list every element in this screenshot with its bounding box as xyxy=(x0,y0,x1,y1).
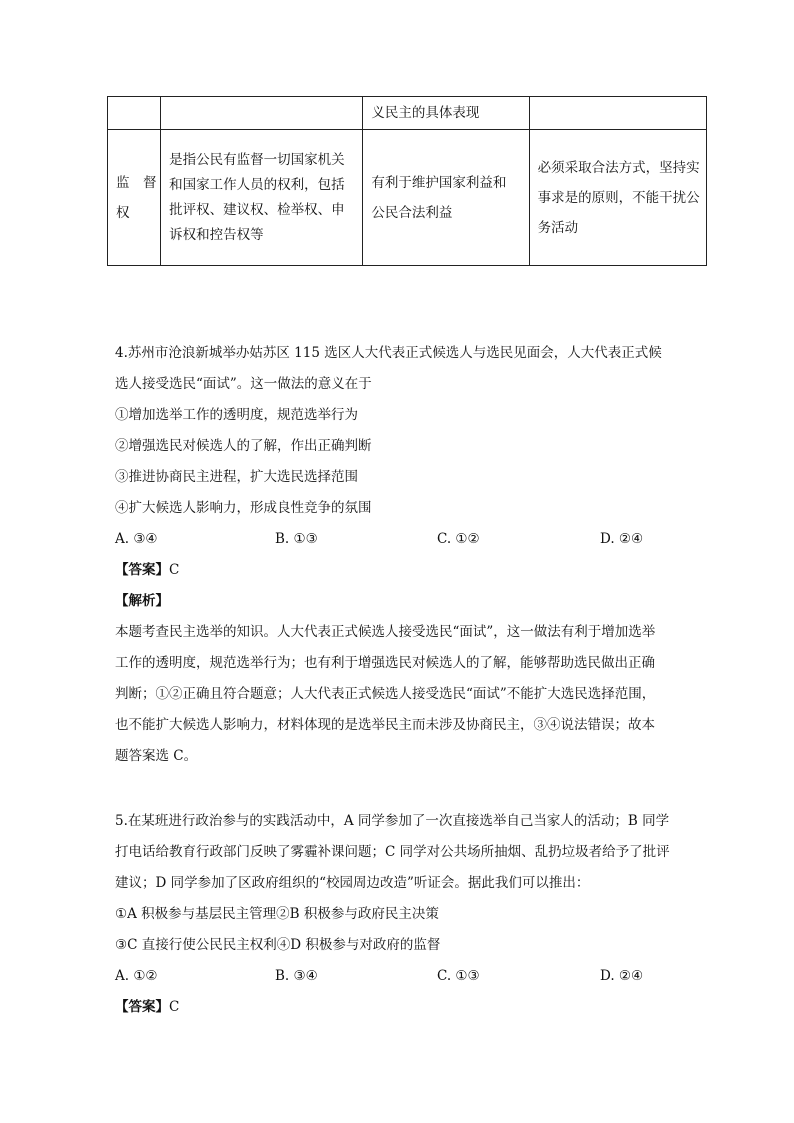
answer-options xyxy=(115,524,705,555)
analysis-text: 判断；①②正确且符合题意；人大代表正式候选人接受选民“面试”不能扩大选民选择范围， xyxy=(115,686,656,702)
option-d: D. ②④ xyxy=(600,968,644,984)
significance-cell: 有利于维护国家利益和 公民合法利益 xyxy=(363,130,529,266)
question-stem: 5.在某班进行政治参与的实践活动中，A 同学参加了一次直接选举自己当家人的活动；B 同学 xyxy=(115,813,670,829)
analysis-label: 【解析】 xyxy=(115,593,169,609)
question-stem: 打电话给教育行政部门反映了雾霾补课问题；C 同学对公共场所抽烟、乱扔垃圾者给予了批评 xyxy=(115,844,670,860)
statement-item: ③推进协商民主进程，扩大选民选择范围 xyxy=(115,469,358,485)
answer-line xyxy=(115,992,705,1023)
statement-item: ④扩大候选人影响力，形成良性竞争的氛围 xyxy=(115,500,372,516)
analysis-text: 工作的透明度，规范选举行为；也有利于增强选民对候选人的了解，能够帮助选民做出正确 xyxy=(115,655,655,671)
statement-item: ①增加选举工作的透明度，规范选举行为 xyxy=(115,407,358,423)
table-row xyxy=(108,97,707,130)
requirement-cell: 必须采取合法方式，坚持实 事求是的原则，不能干扰公 务活动 xyxy=(529,130,706,266)
option-c: C. ①② xyxy=(437,531,480,547)
option-b: B. ①③ xyxy=(275,531,318,547)
option-c: C. ①③ xyxy=(437,968,480,984)
question-4 xyxy=(115,338,705,772)
table-cell xyxy=(108,97,161,130)
question-stem: 建议；D 同学参加了区政府组织的“校园周边改造”听证会。据此我们可以推出： xyxy=(115,875,590,891)
analysis-text: 题答案选 C。 xyxy=(115,748,198,764)
option-b: B. ③④ xyxy=(275,968,318,984)
statement-item: ①A 积极参与基层民主管理②B 积极参与政府民主决策 xyxy=(115,906,439,922)
rights-table xyxy=(107,96,707,266)
analysis-text: 也不能扩大候选人影响力，材料体现的是选举民主而未涉及协商民主，③④说法错误；故本 xyxy=(115,717,655,733)
answer-options xyxy=(115,961,705,992)
question-5 xyxy=(115,806,705,1023)
answer-label: 【答案】 xyxy=(115,562,169,578)
question-stem: 选人接受选民“面试”。这一做法的意义在于 xyxy=(115,376,372,392)
option-a: A. ①② xyxy=(115,968,158,984)
table-row xyxy=(108,130,707,266)
option-d: D. ②④ xyxy=(600,531,644,547)
statement-item: ③C 直接行使公民民主权利④D 积极参与对政府的监督 xyxy=(115,937,441,953)
table-cell: 义民主的具体表现 xyxy=(363,97,529,130)
answer-label: 【答案】 xyxy=(115,999,169,1015)
question-stem: 4.苏州市沧浪新城举办姑苏区 115 选区人大代表正式候选人与选民见面会，人大代表正式候 xyxy=(115,345,662,361)
analysis-text: 本题考查民主选举的知识。人大代表正式候选人接受选民“面试”，这一做法有利于增加选举 xyxy=(115,624,656,640)
answer-value: C xyxy=(169,562,180,578)
option-a: A. ③④ xyxy=(115,531,158,547)
answer-value: C xyxy=(169,999,180,1015)
answer-line xyxy=(115,555,705,586)
definition-cell: 是指公民有监督一切国家机关 和国家工作人员的权利，包括 批评权、建议权、检举权、申 诉权和控告权等 xyxy=(161,130,363,266)
row-header-supervision-right: 监 督 权 xyxy=(108,130,161,266)
statement-item: ②增强选民对候选人的了解，作出正确判断 xyxy=(115,438,372,454)
table-cell xyxy=(161,97,363,130)
table-cell xyxy=(529,97,706,130)
